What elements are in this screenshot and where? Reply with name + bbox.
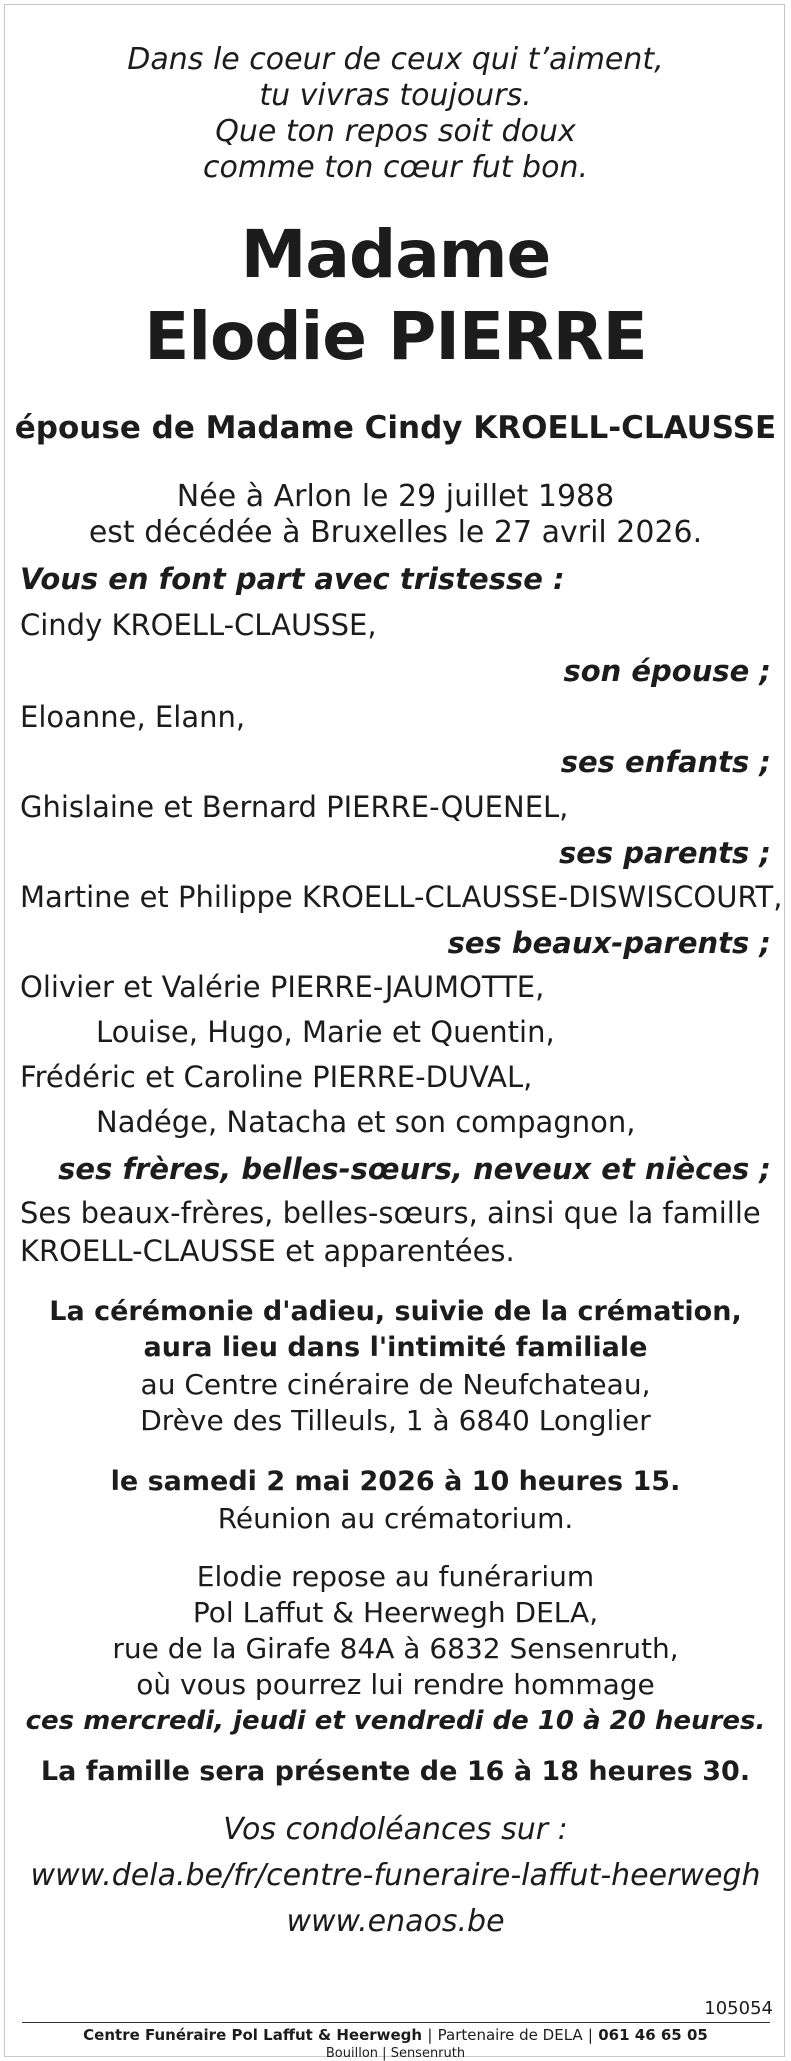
condolences-url-1[interactable]: www.dela.be/fr/centre-funeraire-laffut-heerwegh: [30, 1858, 761, 1893]
family-present: La famille sera présente de 16 à 18 heures 30.: [40, 1756, 751, 1787]
ceremony-line-1: La cérémonie d'adieu, suivie de la crémation,: [49, 1296, 742, 1327]
condolences-label: Vos condoléances sur :: [223, 1812, 568, 1847]
spouse-line: épouse de Madame Cindy KROELL-CLAUSSE: [14, 410, 777, 446]
footer-divider: [22, 2022, 770, 2023]
poem-line-1: Dans le coeur de ceux qui t’aiment,: [127, 42, 664, 77]
footer-separator-3: |: [382, 2046, 387, 2061]
visitation-line-2: Pol Laffut & Heerwegh DELA,: [192, 1596, 599, 1629]
poem-line-2: tu vivras toujours.: [259, 78, 532, 113]
title-madame: Madame: [240, 216, 551, 293]
visitation-line-4: où vous pourrez lui rendre hommage: [136, 1668, 655, 1701]
footer-separator-2: |: [587, 2026, 593, 2044]
family-extended-1: Ses beaux-frères, belles-sœurs, ainsi que la famille: [20, 1196, 761, 1230]
ceremony-line-3: au Centre cinéraire de Neufchateau,: [140, 1368, 651, 1401]
family-children: Eloanne, Elann,: [20, 700, 246, 734]
footer-line-1: [0, 2026, 791, 2044]
ceremony-line-4: Drève des Tilleuls, 1 à 6840 Longlier: [140, 1404, 651, 1437]
poem-line-3: Que ton repos soit doux: [215, 114, 576, 149]
relation-spouse: son épouse ;: [563, 654, 771, 688]
family-extended-2: KROELL-CLAUSSE et apparentées.: [20, 1234, 515, 1268]
poem-line-4: comme ton cœur fut bon.: [203, 150, 588, 185]
family-sibling-2-children: Nadége, Natacha et son compagnon,: [96, 1105, 636, 1139]
family-sibling-1: Olivier et Valérie PIERRE-JAUMOTTE,: [20, 970, 545, 1004]
relation-parents: ses parents ;: [558, 836, 771, 870]
family-spouse: Cindy KROELL-CLAUSSE,: [20, 608, 377, 642]
condolences-url-2[interactable]: www.enaos.be: [286, 1904, 505, 1939]
family-sibling-2: Frédéric et Caroline PIERRE-DUVAL,: [20, 1060, 533, 1094]
family-sibling-1-children: Louise, Hugo, Marie et Quentin,: [96, 1015, 555, 1049]
family-in-laws: Martine et Philippe KROELL-CLAUSSE-DISWISCOURT,: [20, 880, 783, 914]
deceased-name: Elodie PIERRE: [144, 298, 647, 375]
family-parents: Ghislaine et Bernard PIERRE-QUENEL,: [20, 790, 569, 824]
footer-separator-1: |: [427, 2026, 433, 2044]
reference-number: 105054: [704, 1998, 773, 2019]
footer-town-2: Sensenruth: [390, 2046, 466, 2061]
ceremony-meeting: Réunion au crématorium.: [217, 1502, 574, 1535]
footer-line-2: [0, 2046, 791, 2061]
footer-town-1: Bouillon: [325, 2046, 379, 2061]
death-line: est décédée à Bruxelles le 27 avril 2026.: [88, 515, 703, 550]
visitation-line-1: Elodie repose au funérarium: [196, 1560, 595, 1593]
visitation-line-3: rue de la Girafe 84A à 6832 Sensenruth,: [112, 1632, 679, 1665]
birth-line: Née à Arlon le 29 juillet 1988: [176, 479, 615, 514]
visitation-days: ces mercredi, jeudi et vendredi de 10 à 20 heures.: [25, 1706, 766, 1736]
footer-partner: Partenaire de DELA: [437, 2026, 583, 2044]
footer-phone: 061 46 65 05: [598, 2026, 708, 2044]
relation-in-laws: ses beaux-parents ;: [447, 926, 771, 960]
announce-heading: Vous en font part avec tristesse :: [20, 562, 565, 596]
ceremony-line-2: aura lieu dans l'intimité familiale: [143, 1332, 648, 1363]
relation-children: ses enfants ;: [560, 745, 771, 779]
footer-company: Centre Funéraire Pol Laffut & Heerwegh: [83, 2026, 423, 2044]
ceremony-date: le samedi 2 mai 2026 à 10 heures 15.: [110, 1466, 681, 1497]
relation-siblings: ses frères, belles-sœurs, neveux et nièces ;: [58, 1152, 771, 1186]
